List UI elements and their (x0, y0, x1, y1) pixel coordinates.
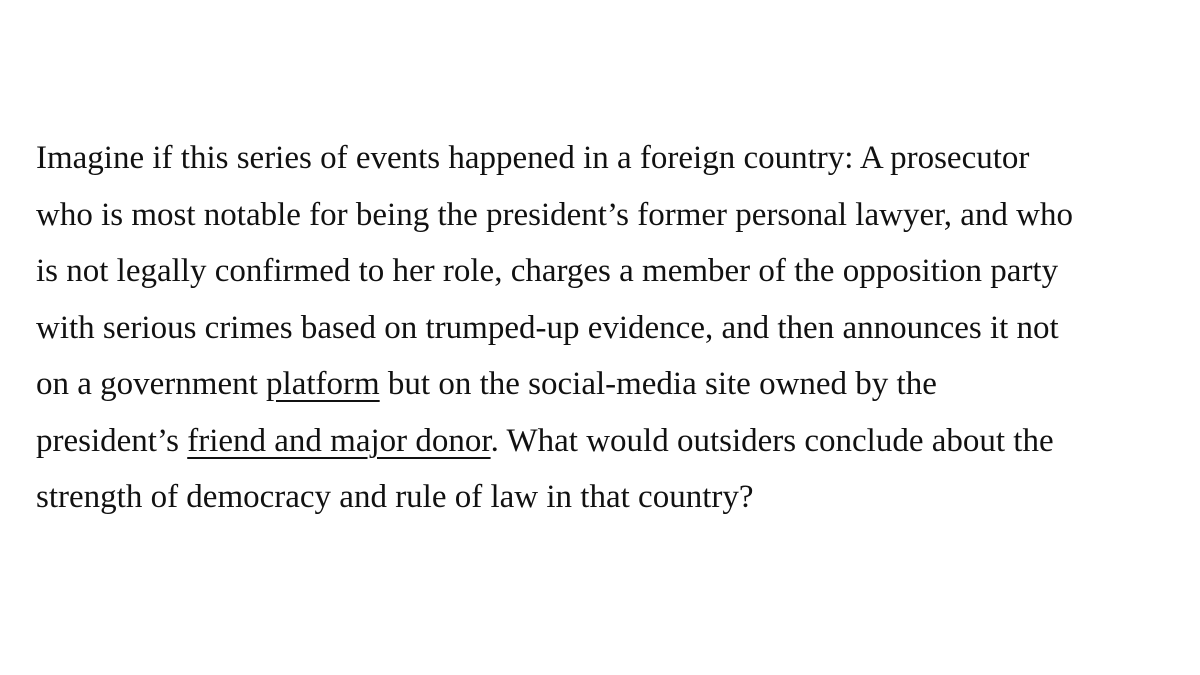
paragraph-line-7: strength of democracy and rule of law in that country? (36, 479, 754, 515)
article-paragraph (36, 130, 1176, 526)
paragraph-line-1: Imagine if this series of events happened in a foreign country: A prosecutor (36, 140, 1030, 176)
platform-link[interactable]: platform (266, 366, 380, 402)
paragraph-line-2: who is most notable for being the president’s former personal lawyer, and who (36, 196, 1074, 233)
line-6-text-after-link: . What would outsiders conclude about the (490, 422, 1054, 459)
paragraph-line-5 (36, 356, 1176, 413)
paragraph-line-3: is not legally confirmed to her role, charges a member of the opposition party (36, 253, 1059, 289)
paragraph-line-6 (36, 413, 1176, 470)
article-body (36, 130, 1176, 526)
line-6-text-before-link: president’s (36, 422, 188, 459)
paragraph-line-4: with serious crimes based on trumped-up evidence, and then announces it not (36, 309, 1059, 346)
line-5-text-before-link: on a government (36, 366, 267, 402)
line-5-text-after-link: but on the social-media site owned by the (379, 366, 937, 402)
friend-and-major-donor-link[interactable]: friend and major donor (187, 422, 491, 459)
